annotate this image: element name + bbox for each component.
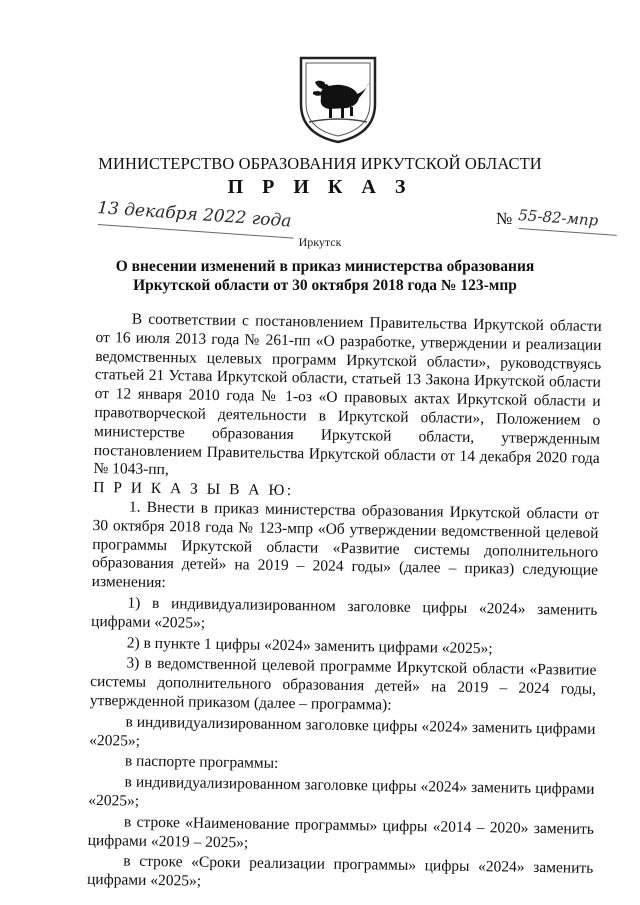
city-name: Иркутск bbox=[298, 235, 342, 249]
subparagraph-1: 1) в индивидуализированном заголовке цифры «2024» заменить цифрами «2025»; bbox=[90, 594, 598, 632]
list-item: в строке «Сроки реализации программы» цифры «2024» заменить цифрами «2025»; bbox=[86, 852, 594, 890]
list-item: в индивидуализированном заголовке цифры «2024» заменить цифрами «2025»; bbox=[88, 773, 595, 810]
preamble-paragraph: В соответствии с постановлением Правительства Иркутской области от 16 июля 2013 года № 261-пп «О разработке, утверждении и реализации ведомственных целевых программ Иркутской области», руководствуясь статьей 21 Устава Иркутской области, статьей 13 Закона Иркутской области от 12 января 2010 года № 1-оз «О правовых актах Иркутской области и правотворческой деятельности в Иркутской области», Положением о министерстве образования Иркутской области, утвержденным постановлением Правительства Иркутской области от 14 декабря 2020 года № 1043-пп, bbox=[93, 310, 602, 479]
subparagraph-3: 3) в ведомственной целевой программе Иркутской области «Развитие системы дополнительного образования детей» на 2019 – 2024 годы, утвержденной приказом (далее – программа): bbox=[89, 654, 597, 714]
subparagraph-2: 2) в пункте 1 цифры «2024» заменить цифрами «2025»; bbox=[126, 634, 493, 657]
irkutsk-coat-of-arms-icon bbox=[295, 52, 381, 144]
order-title: П Р И К А З bbox=[227, 176, 413, 198]
list-item: в строке «Наименование программы» цифры «2014 – 2020» заменить цифрами «2019 – 2025»; bbox=[87, 813, 595, 851]
order-number-label: № bbox=[496, 209, 513, 228]
subject-line-1: О внесении изменений в приказ министерства образования bbox=[115, 258, 535, 275]
paragraph-1: 1. Внести в приказ министерства образования Иркутской области от 30 октября 2018 года № 123-мпр «Об утверждении ведомственной целевой программы Иркутской области «Развитие системы дополнительного образования детей» на 2019 – 2024 годы» (далее – приказ) следующие изменения: bbox=[91, 498, 599, 592]
handwritten-order-number: 55-82-мпр bbox=[517, 206, 599, 230]
ministry-name: МИНИСТЕРСТВО ОБРАЗОВАНИЯ ИРКУТСКОЙ ОБЛАСТИ bbox=[98, 154, 542, 173]
handwritten-date: 13 декабря 2022 года bbox=[96, 198, 293, 232]
decree-word: П Р И К А З Ы В А Ю: bbox=[93, 479, 294, 500]
order-body bbox=[87, 310, 602, 898]
list-item: в паспорте программы: bbox=[124, 752, 279, 773]
order-subject bbox=[90, 257, 560, 295]
list-item: в индивидуализированном заголовке цифры «2024» заменить цифрами «2025»; bbox=[89, 713, 596, 750]
subject-line-2: Иркутской области от 30 октября 2018 года № 123-мпр bbox=[133, 277, 517, 294]
